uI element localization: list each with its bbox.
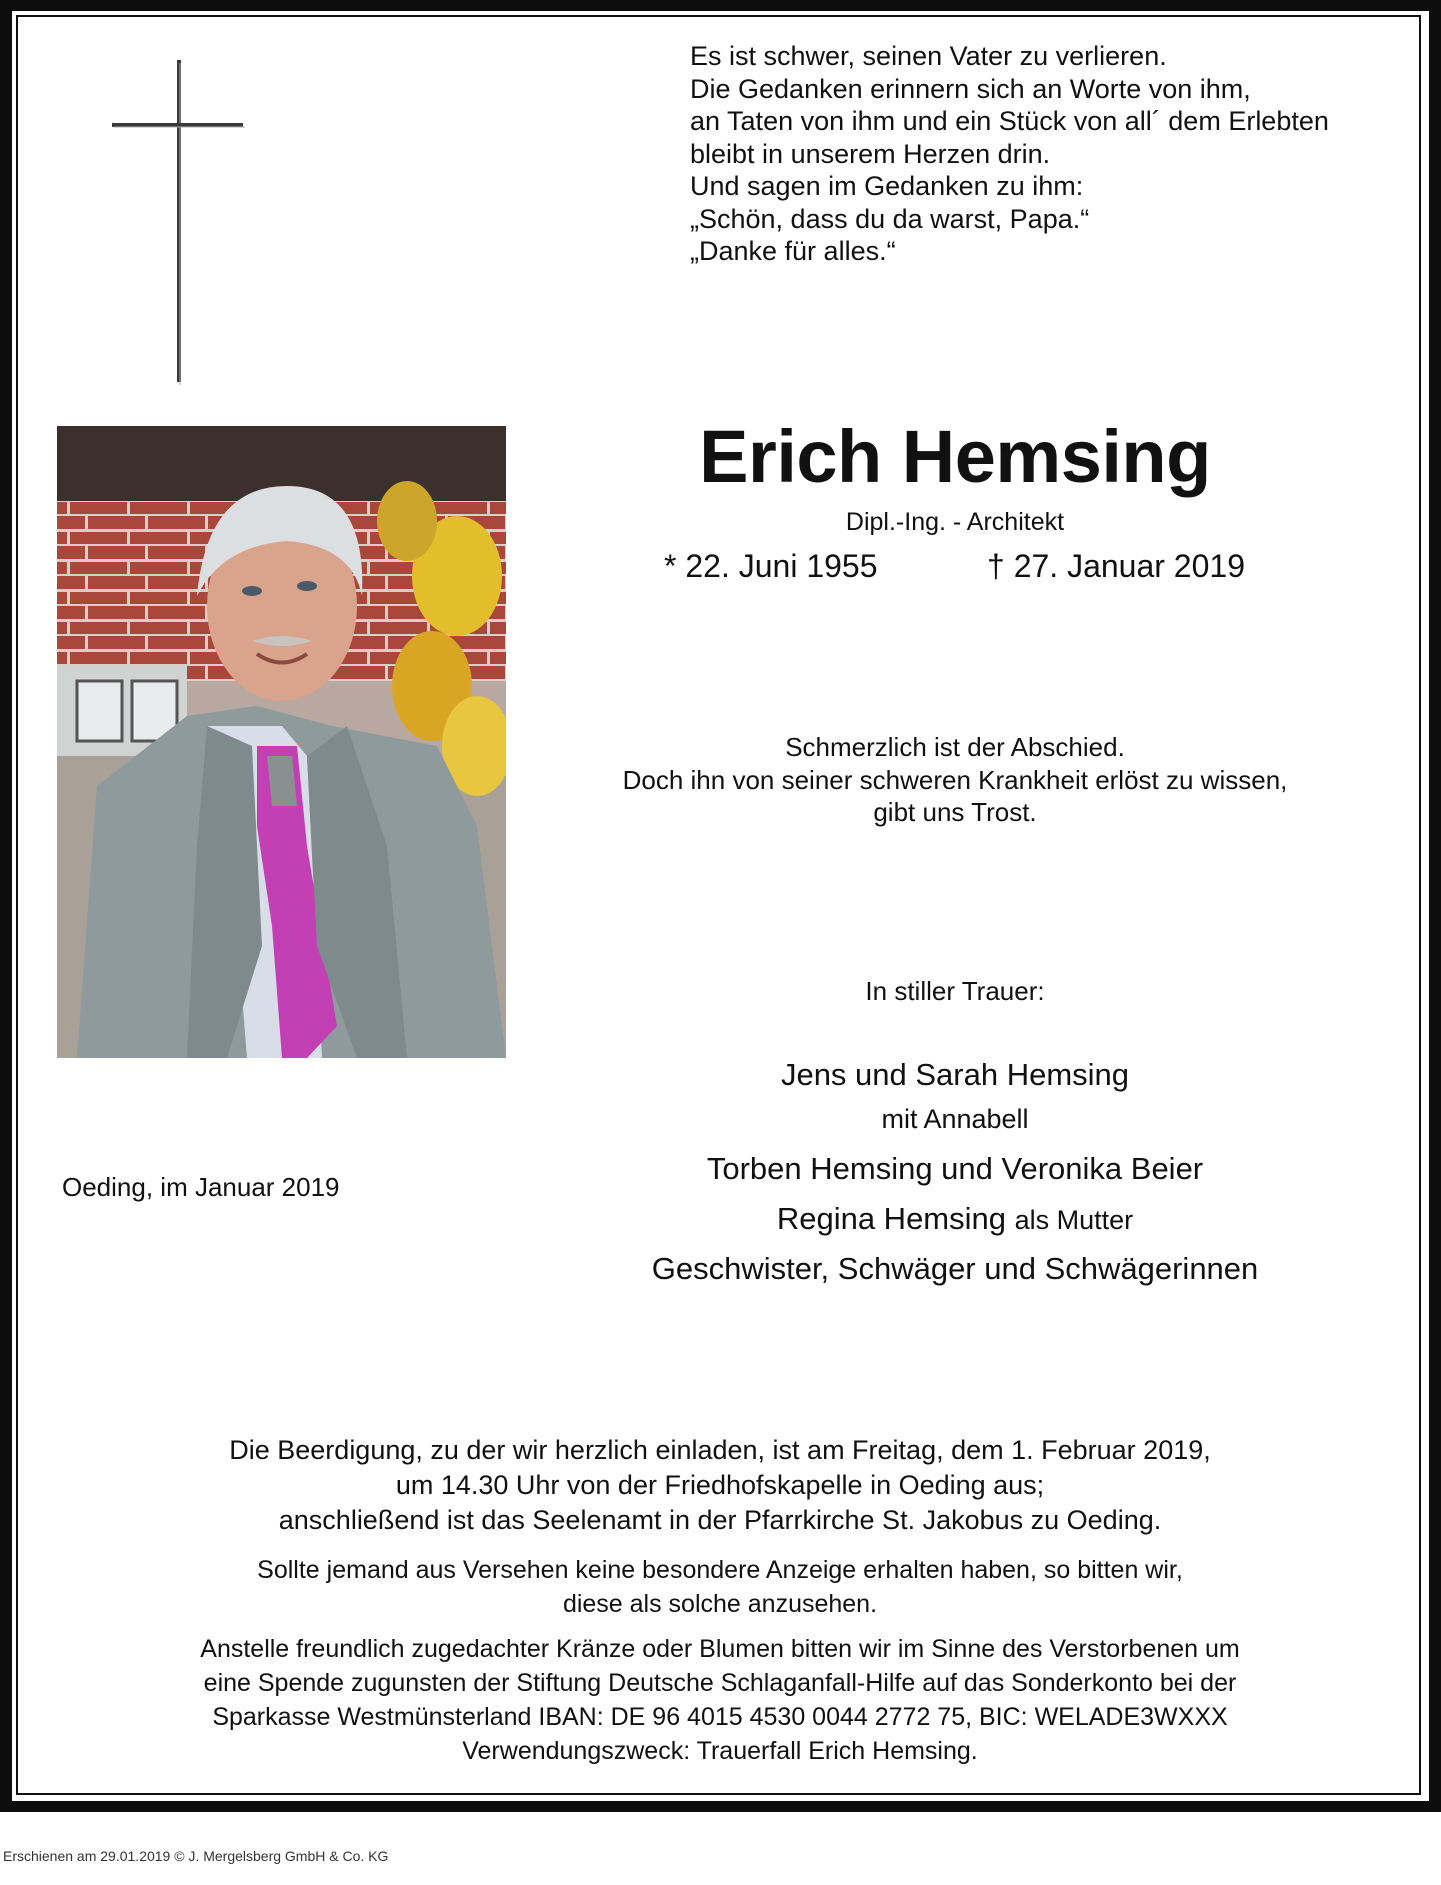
donation-info [60, 1632, 1380, 1768]
notice-line: Sollte jemand aus Versehen keine besondere Anzeige erhalten haben, so bitten wir, [257, 1556, 1183, 1584]
notice-line: diese als solche anzusehen. [562, 1590, 878, 1618]
publication-footer: Erschienen am 29.01.2019 © J. Mergelsberg GmbH & Co. KG [3, 1848, 389, 1864]
funeral-line: Die Beerdigung, zu der wir herzlich einladen, ist am Freitag, dem 1. Februar 2019, [229, 1435, 1211, 1465]
funeral-line: anschließend ist das Seelenamt in der Pfarrkirche St. Jakobus zu Oeding. [278, 1505, 1162, 1535]
notice-text [60, 1553, 1380, 1621]
funeral-info [60, 1433, 1380, 1538]
farewell-line: Schmerzlich ist der Abschied. [785, 732, 1125, 762]
poem-line: Es ist schwer, seinen Vater zu verlieren. [690, 41, 1167, 71]
family-line: mit Annabell [881, 1104, 1029, 1134]
deceased-name: Erich Hemsing [699, 415, 1211, 498]
family-member-name: Regina Hemsing [776, 1201, 1006, 1236]
cross-icon [110, 60, 245, 385]
poem-line: bleibt in unserem Herzen drin. [690, 138, 1051, 169]
donation-line: Sparkasse Westmünsterland IBAN: DE 96 4015 4530 0044 2772 75, BIC: WELADE3WXXX [212, 1703, 1228, 1731]
poem-line: „Schön, dass du da warst, Papa.“ [690, 203, 1090, 234]
farewell-text [560, 731, 1350, 829]
family-line: Jens und Sarah Hemsing [780, 1057, 1130, 1092]
poem-line: an Taten von ihm und ein Stück von all´ dem Erlebten [690, 106, 1329, 136]
deceased-title: Dipl.-Ing. - Architekt [845, 508, 1065, 536]
family-line [560, 1201, 1350, 1237]
poem [690, 40, 1390, 268]
poem-line: Die Gedanken erinnern sich an Worte von ihm, [690, 73, 1251, 104]
poem-line: Und sagen im Gedanken zu ihm: [690, 171, 1084, 201]
donation-line: Anstelle freundlich zugedachter Kränze oder Blumen bitten wir im Sinne des Verstorbenen um [200, 1635, 1240, 1663]
farewell-line: gibt uns Trost. [873, 797, 1037, 827]
donation-line: Verwendungszweck: Trauerfall Erich Hemsing. [462, 1737, 978, 1765]
place-date: Oeding, im Januar 2019 [62, 1172, 340, 1202]
portrait-photo [57, 426, 506, 1058]
family-relation: als Mutter [1014, 1205, 1134, 1235]
death-date: † 27. Januar 2019 [987, 548, 1245, 584]
donation-line: eine Spende zugunsten der Stiftung Deutsche Schlaganfall-Hilfe auf das Sonderkonto bei der [203, 1669, 1237, 1697]
poem-line: „Danke für alles.“ [690, 236, 896, 266]
family-line: Torben Hemsing und Veronika Beier [706, 1151, 1204, 1186]
family-line: Geschwister, Schwäger und Schwägerinnen [651, 1251, 1259, 1286]
mourning-heading: In stiller Trauer: [865, 976, 1045, 1006]
birth-date: * 22. Juni 1955 [664, 548, 878, 584]
funeral-line: um 14.30 Uhr von der Friedhofskapelle in Oeding aus; [395, 1470, 1045, 1500]
farewell-line: Doch ihn von seiner schweren Krankheit erlöst zu wissen, [622, 764, 1288, 795]
